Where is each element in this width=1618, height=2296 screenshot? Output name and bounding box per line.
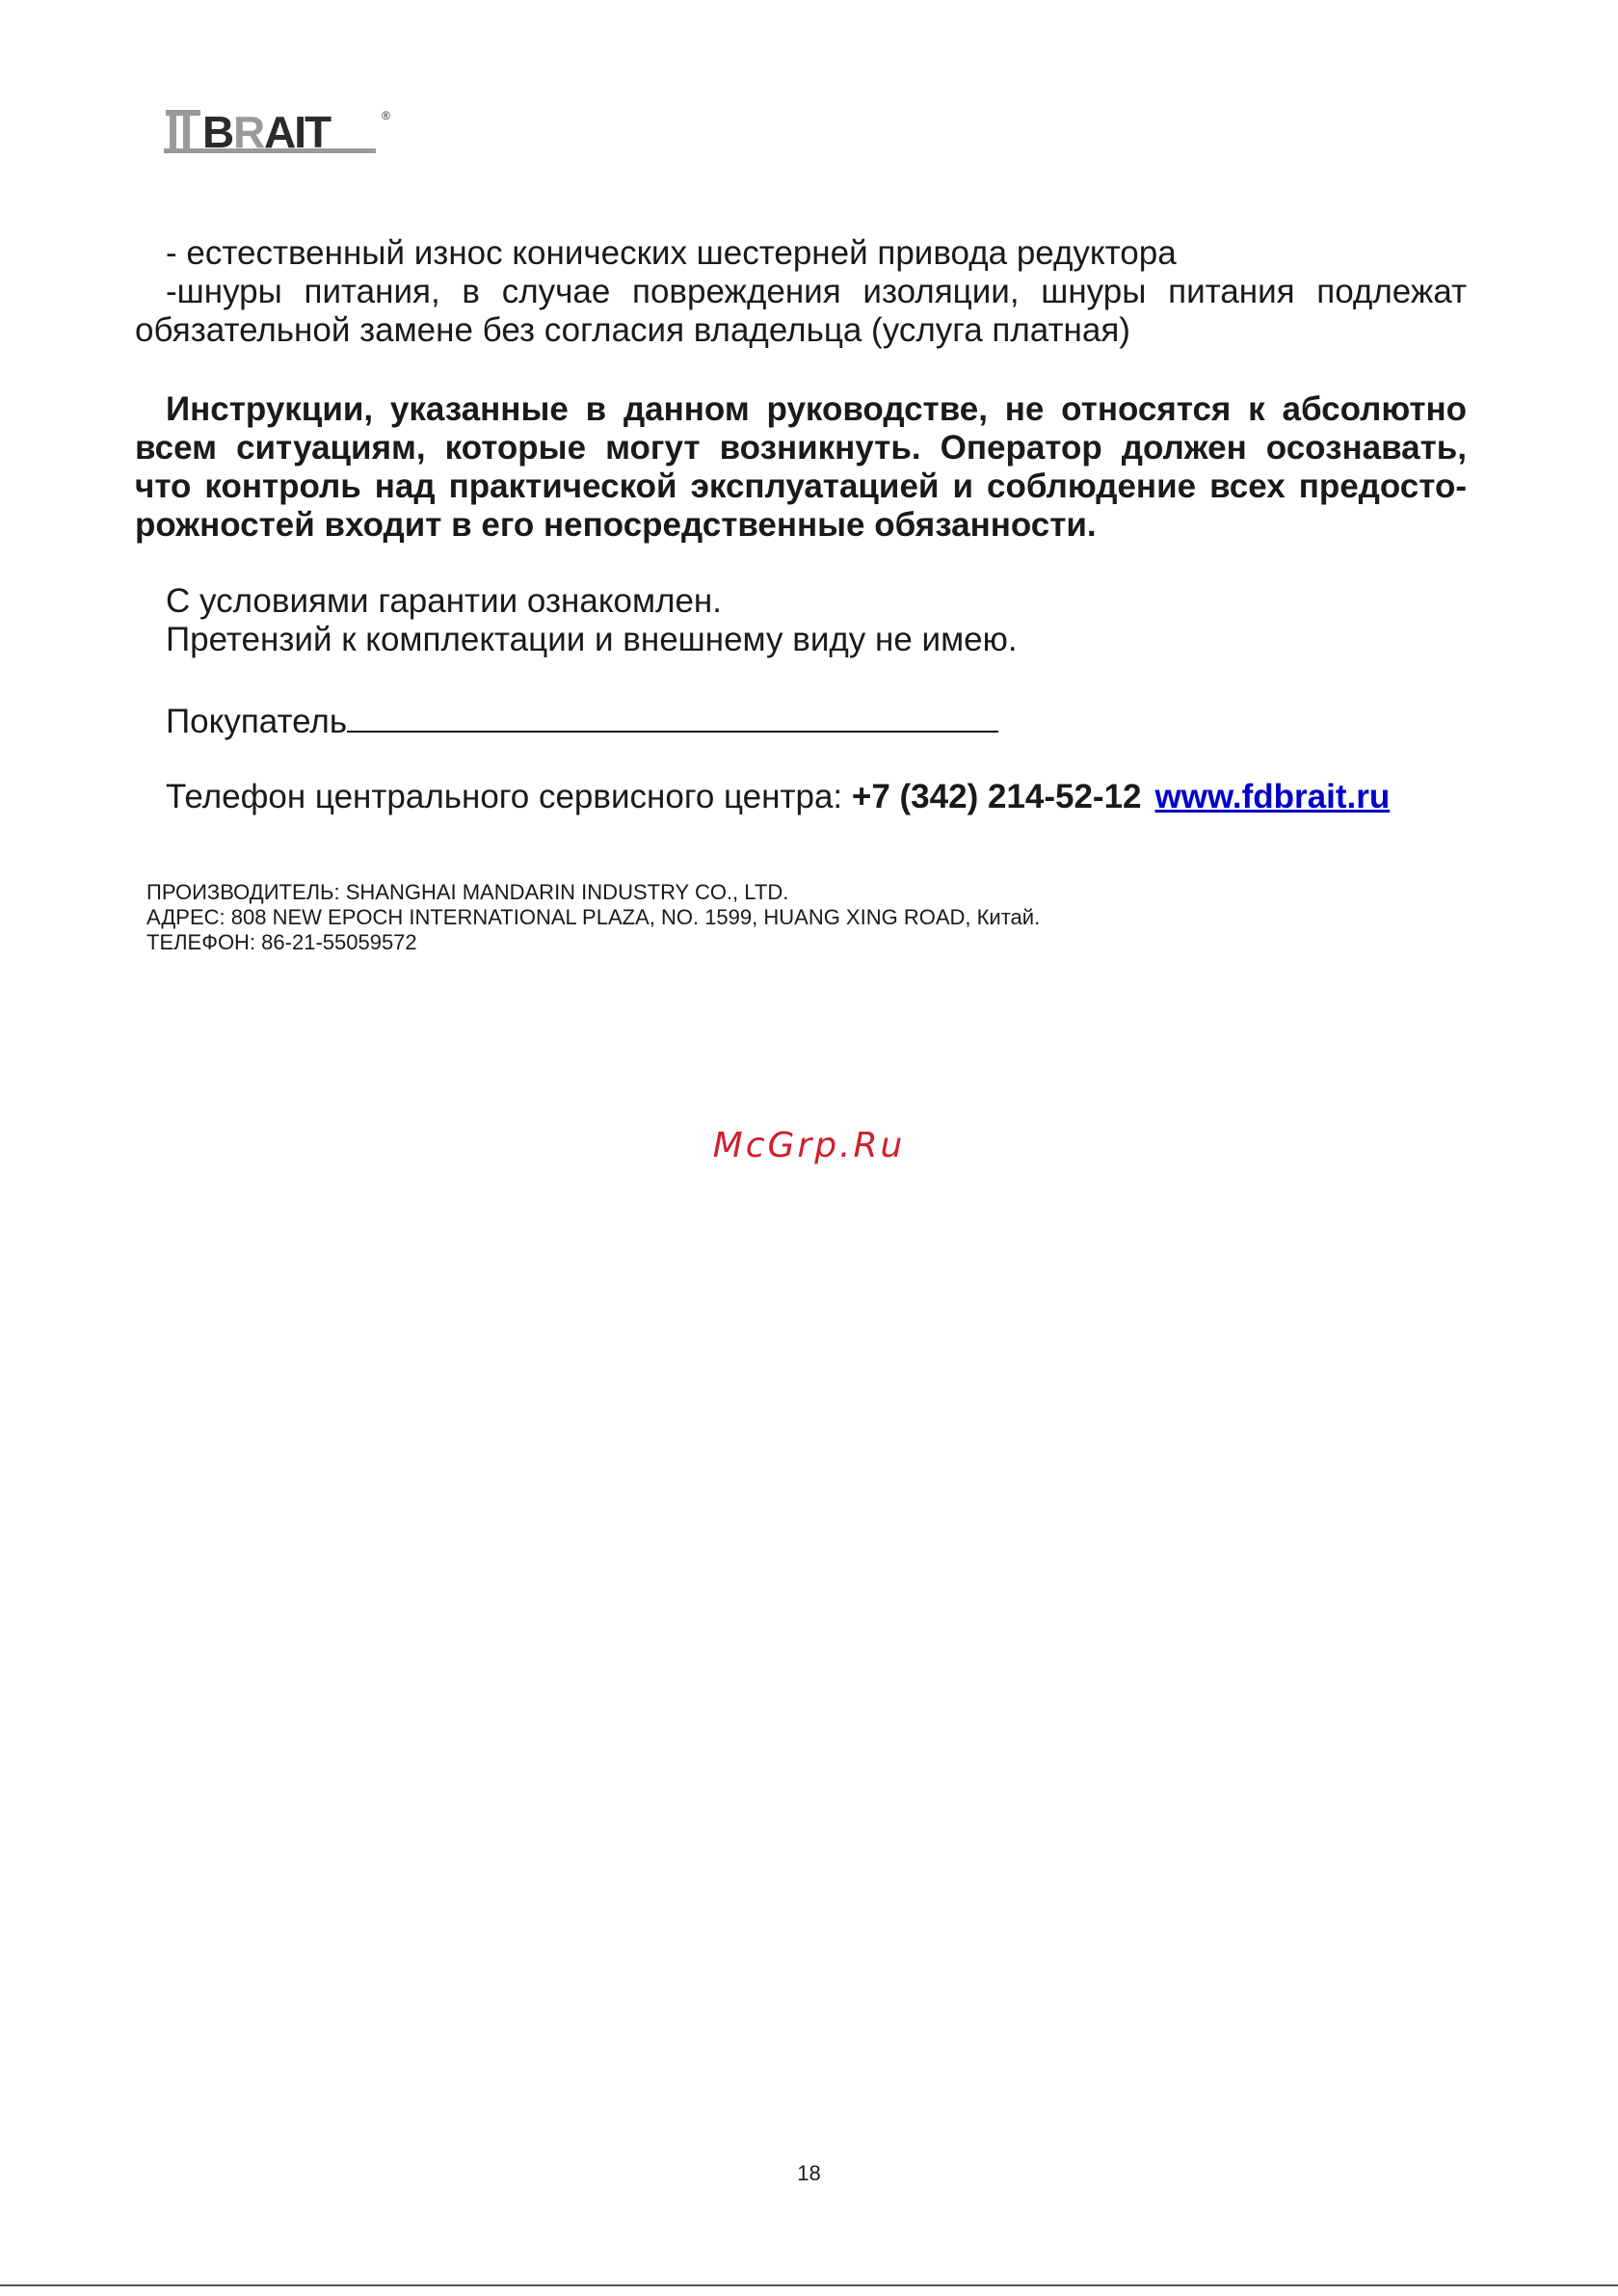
brait-logo	[164, 104, 395, 154]
manufacturer-address: АДРЕС: 808 NEW EPOCH INTERNATIONAL PLAZA, NO. 1599, HUANG XING ROAD, Китай.	[146, 905, 1041, 929]
manufacturer-info	[146, 880, 1040, 955]
exclusion-gears: - естественный износ конических шестерней привода редуктора	[166, 234, 1177, 272]
exclusion-power-cords: -шнуры питания, в случае повреждения изоляции, шнуры питания подлежат	[166, 273, 1467, 310]
notice-line: всем ситуациям, которые могут возникнуть. Оператор должен осознавать,	[135, 429, 1467, 467]
notice-line: что контроль над практической эксплуатацией и соблюдение всех предосто-	[135, 467, 1467, 505]
buyer-blank-field	[347, 700, 998, 733]
service-center-phone: +7 (342) 214-52-12	[851, 778, 1142, 815]
notice-line: Инструкции, указанные в данном руководстве, не относятся к абсолютно	[166, 390, 1467, 428]
svg-text:B: B	[202, 107, 233, 154]
watermark: McGrp.Ru	[712, 1126, 906, 1165]
service-center-website-link[interactable]: www.fdbrait.ru	[1154, 778, 1391, 815]
manufacturer-phone: ТЕЛЕФОН: 86-21-55059572	[146, 930, 417, 954]
page-number: 18	[797, 2161, 821, 2185]
acknowledgement	[166, 582, 1322, 659]
ack-terms: С условиями гарантии ознакомлен.	[166, 582, 722, 620]
service-center-label: Телефон центрального сервисного центра:	[166, 778, 852, 815]
buyer-label: Покупатель	[166, 703, 348, 740]
ack-no-claims: Претензий к комплектации и внешнему виду не имею.	[166, 621, 1018, 658]
warranty-exclusions	[135, 234, 1467, 350]
exclusion-power-cords-cont: обязательной замене без согласия владельца (услуга платная)	[135, 311, 1130, 349]
manufacturer-name: ПРОИЗВОДИТЕЛЬ: SHANGHAI MANDARIN INDUSTRY CO., LTD.	[146, 880, 789, 904]
instructions-notice	[135, 390, 1467, 545]
service-center-contact	[166, 778, 1390, 816]
brait-logo-mark	[164, 104, 395, 154]
buyer-signature-line	[166, 700, 998, 741]
notice-line: рожностей входит в его непосредственные обязанности.	[135, 506, 1097, 544]
svg-text:R: R	[233, 107, 264, 154]
svg-text:®: ®	[382, 109, 390, 122]
svg-text:AIT: AIT	[264, 107, 331, 154]
bottom-rule	[0, 2284, 1618, 2286]
